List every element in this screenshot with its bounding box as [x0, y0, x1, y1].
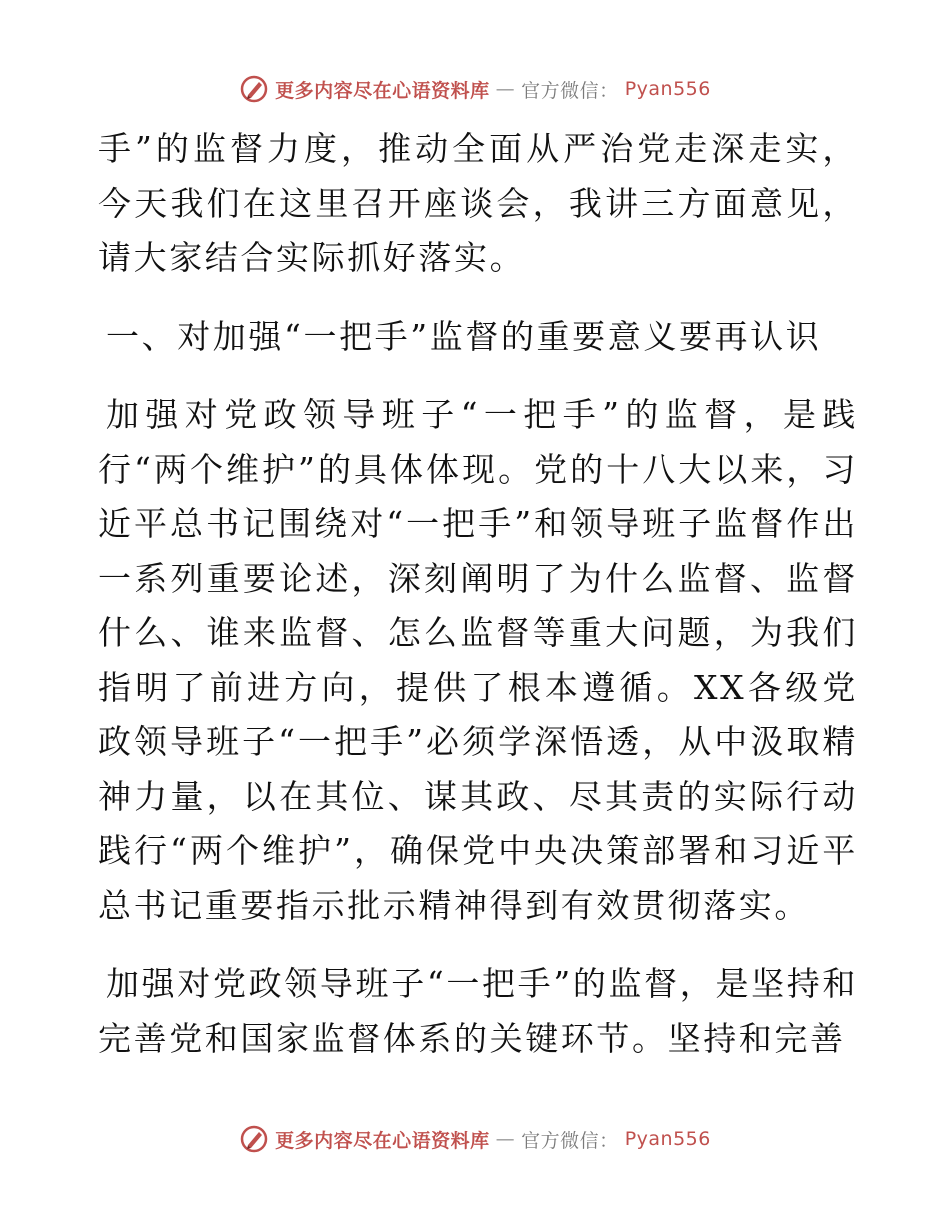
pen-logo-icon: [239, 1124, 269, 1154]
watermark-wechat-id: Pyan556: [624, 1128, 711, 1150]
paragraph-supervision-system: 加强对党政领导班子“一把手”的监督，是坚持和完善党和国家监督体系的关键环节。坚持和完善: [98, 964, 858, 1058]
watermark-wechat-label: 官方微信：: [521, 79, 619, 102]
watermark-library-name: 更多内容尽在心语资料库: [275, 1129, 490, 1152]
footer-watermark: [0, 1124, 950, 1154]
watermark-wechat-id: Pyan556: [624, 78, 711, 100]
watermark-dash: —: [495, 78, 516, 100]
paragraph-continuation: 手”的监督力度，推动全面从严治党走深走实，今天我们在这里召开座谈会，我讲三方面意见，请大家结合实际抓好落实。: [98, 129, 858, 277]
watermark-dash: —: [495, 1128, 516, 1150]
paragraph-two-safeguards: 加强对党政领导班子“一把手”的监督，是践行“两个维护”的具体体现。党的十八大以来，习近平总书记围绕对“一把手”和领导班子监督作出一系列重要论述，深刻阐明了为什么监督、监督什么、谁来监督、怎么监督等重大问题，为我们指明了前进方向，提供了根本遵循。XX各级党政领导班子“一把手”必须学深悟透，从中汲取精神力量，以在其位、谋其政、尽其责的实际行动践行“两个维护”，确保党中央决策部署和习近平总书记重要指示批示精神得到有效贯彻落实。: [98, 395, 858, 925]
document-body: [98, 122, 858, 1066]
pen-logo-icon: [239, 74, 269, 104]
section-heading: 一、对加强“一把手”监督的重要意义要再认识: [106, 316, 822, 356]
header-watermark: [0, 74, 950, 104]
watermark-wechat-label: 官方微信：: [521, 1129, 619, 1152]
watermark-library-name: 更多内容尽在心语资料库: [275, 79, 490, 102]
